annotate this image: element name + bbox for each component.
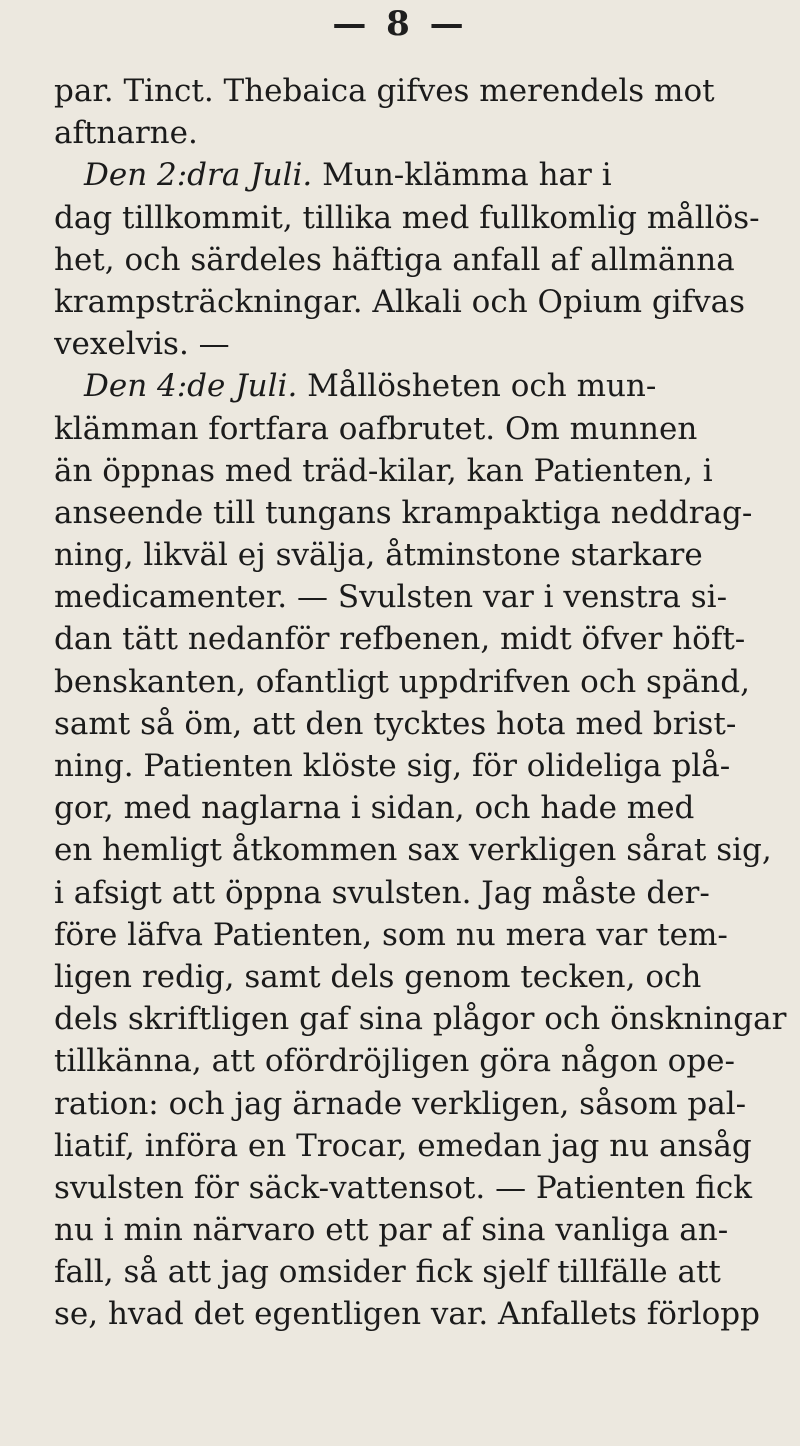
text-line: en hemligt åtkommen sax verkligen sårat sig,: [54, 832, 772, 869]
text-line: par. Tinct. Thebaica gifves merendels mot: [54, 73, 715, 109]
text-line: ration: och jag ärnade verkligen, såsom pal-: [54, 1085, 747, 1122]
text-line-fragment: Mun-klämma har i: [322, 157, 612, 194]
text-line: het, och särdeles häftiga anfall af allmänna: [54, 241, 735, 278]
text-line: medicamenter. — Svulsten var i venstra si-: [54, 579, 728, 616]
text-line: ning, likväl ej svälja, åtminstone starkare: [54, 537, 703, 574]
text-line: ligen redig, samt dels genom tecken, och: [54, 958, 702, 995]
body-text: [54, 70, 790, 1336]
text-line: krampsträckningar. Alkali och Opium gifvas: [54, 283, 746, 320]
text-line: dan tätt nedanför refbenen, midt öfver höft-: [54, 621, 746, 658]
text-line: anseende till tungans krampaktiga neddrag-: [54, 494, 753, 531]
text-line: fall, så att jag omsider fick sjelf tillfälle att: [54, 1254, 721, 1291]
text-line: benskanten, ofantligt uppdrifven och spänd,: [54, 663, 750, 700]
date-heading-2-july: Den 2:dra Juli.: [84, 157, 313, 194]
text-line: svulsten för säck-vattensot. — Patienten fick: [54, 1169, 752, 1206]
text-line: [54, 365, 790, 407]
text-line: aftnarne.: [54, 115, 198, 152]
text-line: än öppnas med träd-kilar, kan Patienten, i: [54, 452, 713, 489]
text-line: nu i min närvaro ett par af sina vanliga an-: [54, 1212, 729, 1249]
text-line: liatif, införa en Trocar, emedan jag nu ansåg: [54, 1127, 752, 1164]
page-number-header: — 8 —: [332, 4, 468, 44]
text-line: i afsigt att öppna svulsten. Jag måste der-: [54, 874, 710, 911]
text-line: före läfva Patienten, som nu mera var tem-: [54, 916, 728, 953]
date-heading-4-july: Den 4:de Juli.: [84, 368, 298, 405]
text-line-fragment: Mållösheten och mun-: [307, 368, 657, 405]
text-line: klämman fortfara oafbrutet. Om munnen: [54, 410, 698, 447]
text-line: [54, 154, 790, 196]
text-line: se, hvad det egentligen var. Anfallets förlopp: [54, 1296, 760, 1333]
text-line: gor, med naglarna i sidan, och hade med: [54, 790, 695, 827]
text-line: ning. Patienten klöste sig, för olideliga plå-: [54, 748, 731, 784]
text-line: vexelvis. —: [54, 326, 230, 363]
text-line: dag tillkommit, tillika med fullkomlig mållös-: [54, 199, 760, 236]
text-line: samt så öm, att den tycktes hota med brist-: [54, 705, 737, 742]
text-line: tillkänna, att ofördröjligen göra någon ope-: [54, 1043, 736, 1080]
text-line: dels skriftligen gaf sina plågor och önskningar: [54, 1001, 787, 1038]
